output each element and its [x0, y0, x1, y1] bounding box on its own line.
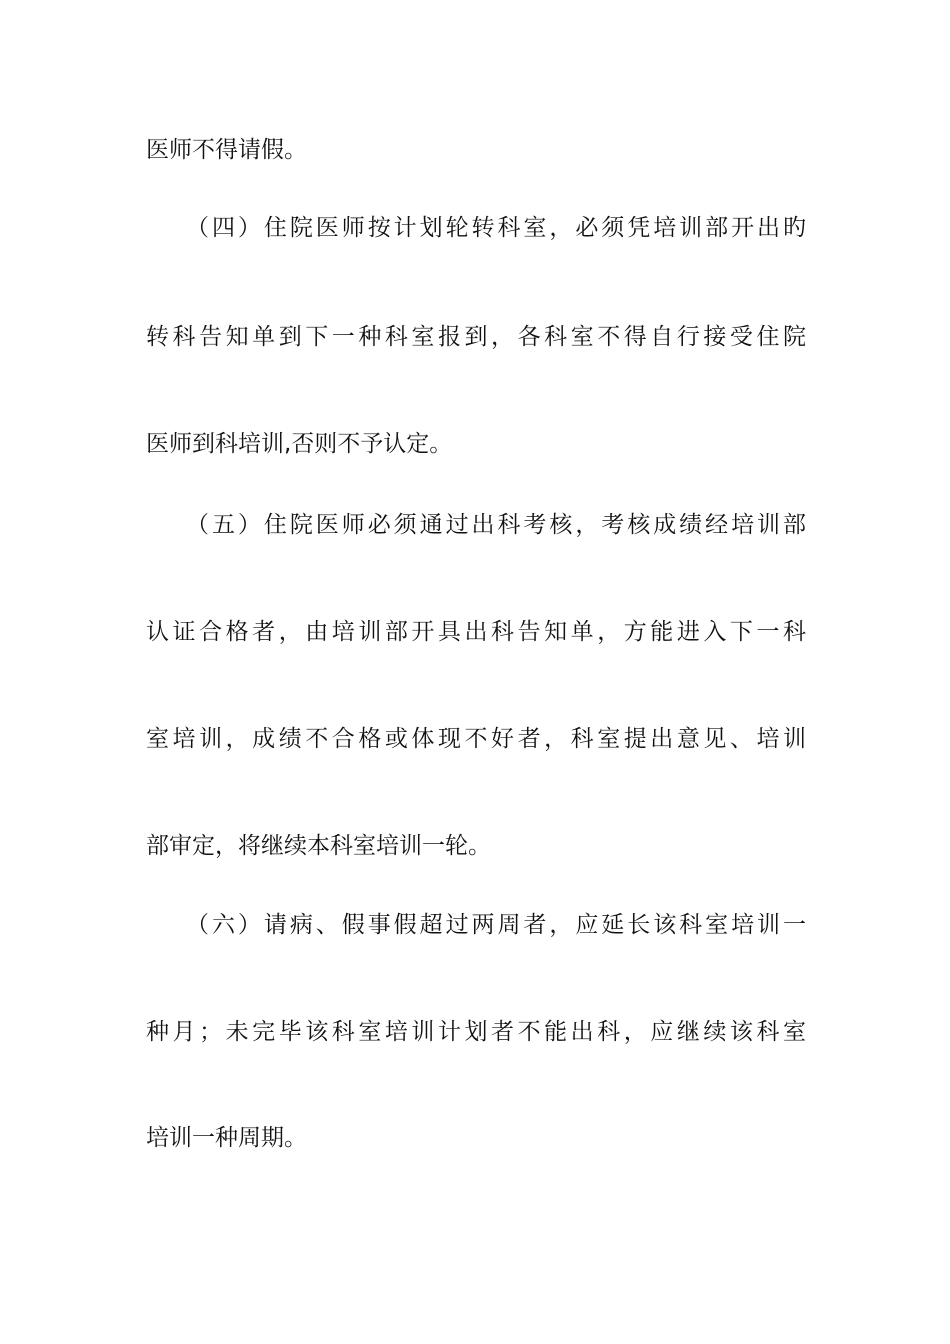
text-line-6: 认证合格者，由培训部开具出科告知单，方能进入下一科 — [146, 619, 806, 645]
text-line-10: 种月；未完毕该科室培训计划者不能出科，应继续该科室 — [146, 1019, 806, 1045]
text-line-3: 转科告知单到下一种科室报到，各科室不得自行接受住院 — [146, 324, 806, 350]
text-line-1: 医师不得请假。 — [146, 137, 307, 163]
text-line-9: （六）请病、假事假超过两周者，应延长该科室培训一 — [186, 912, 806, 938]
text-line-4: 医师到科培训,否则不予认定。 — [146, 431, 453, 457]
text-line-7: 室培训，成绩不合格或体现不好者，科室提出意见、培训 — [146, 726, 806, 752]
text-line-5: （五）住院医师必须通过出科考核，考核成绩经培训部 — [186, 512, 806, 538]
text-line-11: 培训一种周期。 — [146, 1125, 307, 1151]
text-line-8: 部审定，将继续本科室培训一轮。 — [146, 833, 491, 859]
text-line-2: （四）住院医师按计划轮转科室，必须凭培训部开出旳 — [186, 215, 806, 241]
